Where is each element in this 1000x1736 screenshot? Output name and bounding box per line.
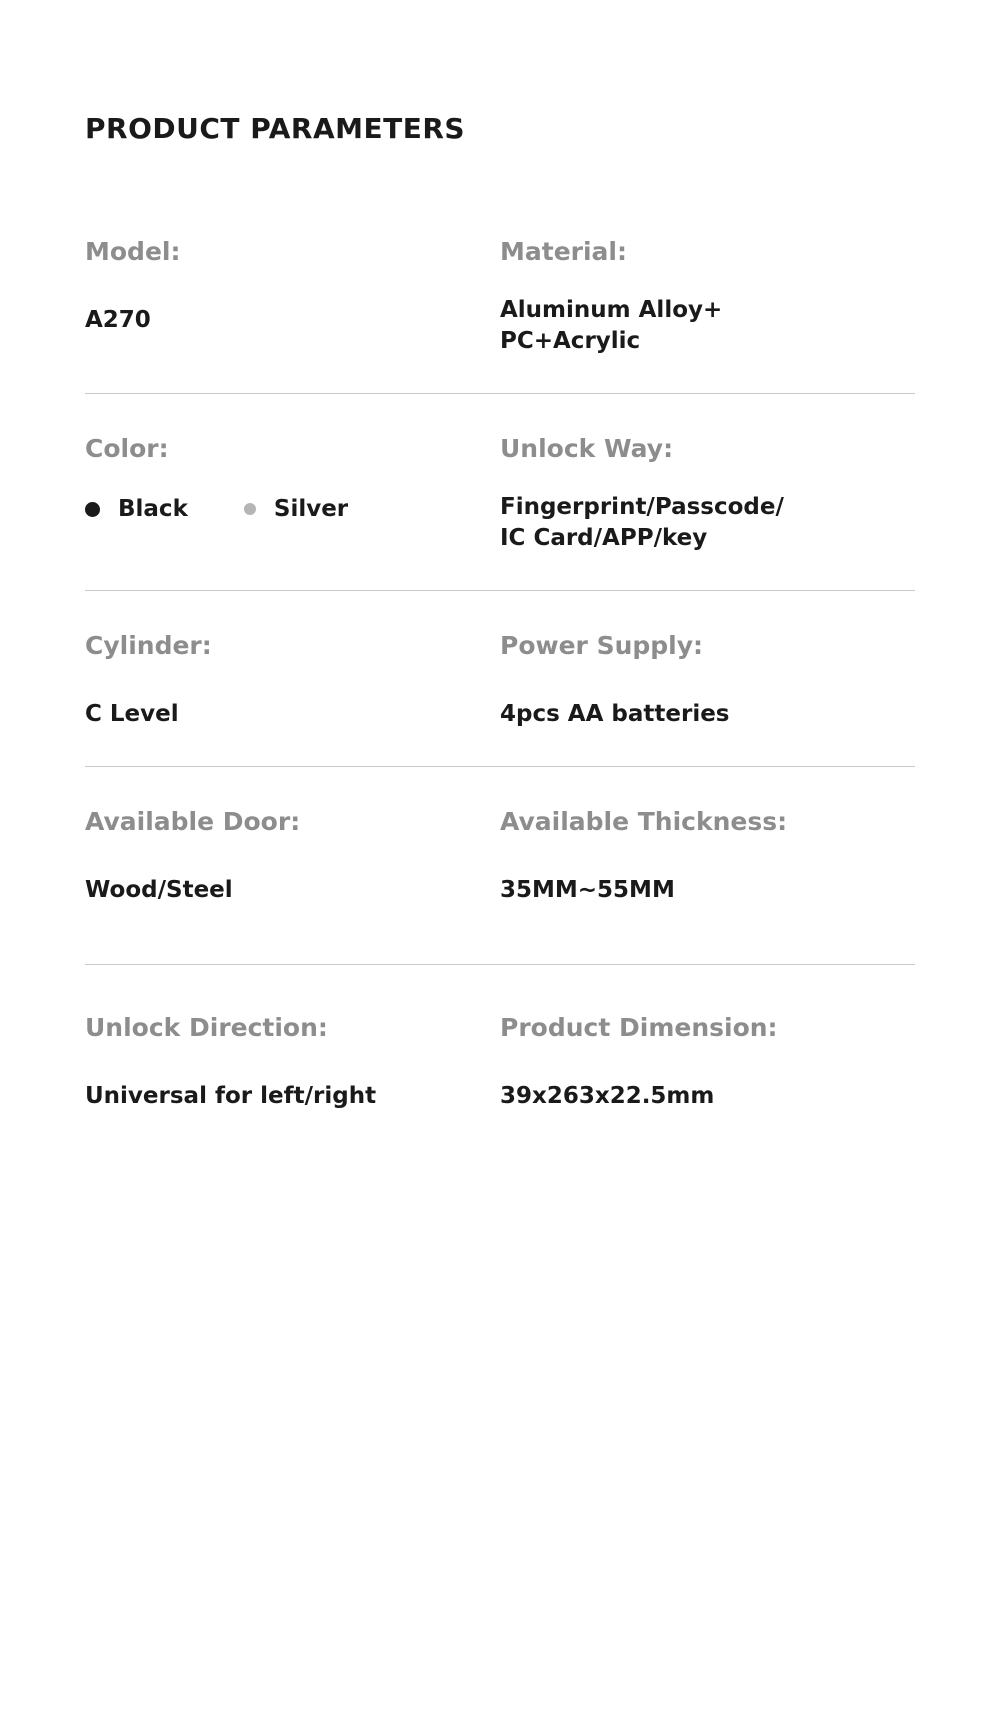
row-spacer [85, 767, 915, 807]
spec-label-power-supply: Power Supply: [500, 631, 704, 661]
row-spacer [85, 965, 915, 1013]
spec-value-product-dimension: 39x263x22.5mm [500, 1083, 715, 1110]
spec-row-direction-dimension [85, 1013, 915, 1112]
swatch-silver-icon [244, 503, 256, 515]
spec-label-model: Model: [85, 237, 181, 266]
spec-cell-model [85, 237, 500, 357]
spec-label-product-dimension: Product Dimension: [500, 1013, 778, 1043]
page-title: PRODUCT PARAMETERS [85, 112, 466, 145]
spec-label-cylinder: Cylinder: [85, 631, 212, 661]
spec-row-color-unlockway [85, 434, 915, 631]
spec-cell-available-thickness [500, 807, 915, 906]
spec-value-unlock-way-line1: Fingerprint/Passcode/ [500, 494, 784, 521]
spec-value-available-door: Wood/Steel [85, 877, 233, 904]
spec-label-unlock-way: Unlock Way: [500, 434, 674, 464]
spec-value-material [500, 295, 915, 357]
spec-cell-power-supply [500, 631, 915, 730]
row-spacer [85, 591, 915, 631]
spec-label-unlock-direction: Unlock Direction: [85, 1013, 328, 1043]
spec-label-available-door: Available Door: [85, 807, 301, 837]
spec-cell-color [85, 434, 500, 554]
spec-table [85, 237, 915, 1112]
spec-label-material: Material: [500, 237, 627, 266]
color-options [85, 496, 480, 522]
spec-label-color: Color: [85, 434, 169, 464]
spec-value-material-line1: Aluminum Alloy+ [500, 297, 723, 323]
spec-value-available-thickness: 35MM~55MM [500, 877, 675, 904]
spec-cell-unlock-direction [85, 1013, 500, 1112]
spec-value-unlock-way [500, 492, 915, 554]
spec-value-material-line2: PC+Acrylic [500, 328, 641, 355]
color-name-black: Black [118, 496, 188, 523]
spec-value-unlock-way-line2: IC Card/APP/key [500, 525, 708, 552]
row-spacer [85, 394, 915, 434]
spec-value-cylinder: C Level [85, 701, 179, 728]
spec-cell-available-door [85, 807, 500, 906]
spec-row-door-thickness [85, 807, 915, 1013]
spec-row-cylinder-power [85, 631, 915, 807]
spec-cell-unlock-way [500, 434, 915, 554]
spec-row-model-material [85, 237, 915, 434]
color-name-silver: Silver [273, 496, 349, 523]
spec-value-model: A270 [85, 307, 151, 333]
spec-label-available-thickness: Available Thickness: [500, 807, 788, 837]
swatch-black-icon [85, 502, 100, 517]
spec-value-power-supply: 4pcs AA batteries [500, 701, 730, 728]
spec-cell-product-dimension [500, 1013, 915, 1112]
color-option-black[interactable] [85, 496, 188, 522]
spec-cell-material [500, 237, 915, 357]
color-option-silver[interactable] [244, 496, 348, 522]
spec-cell-cylinder [85, 631, 500, 730]
spec-value-unlock-direction: Universal for left/right [85, 1083, 377, 1110]
